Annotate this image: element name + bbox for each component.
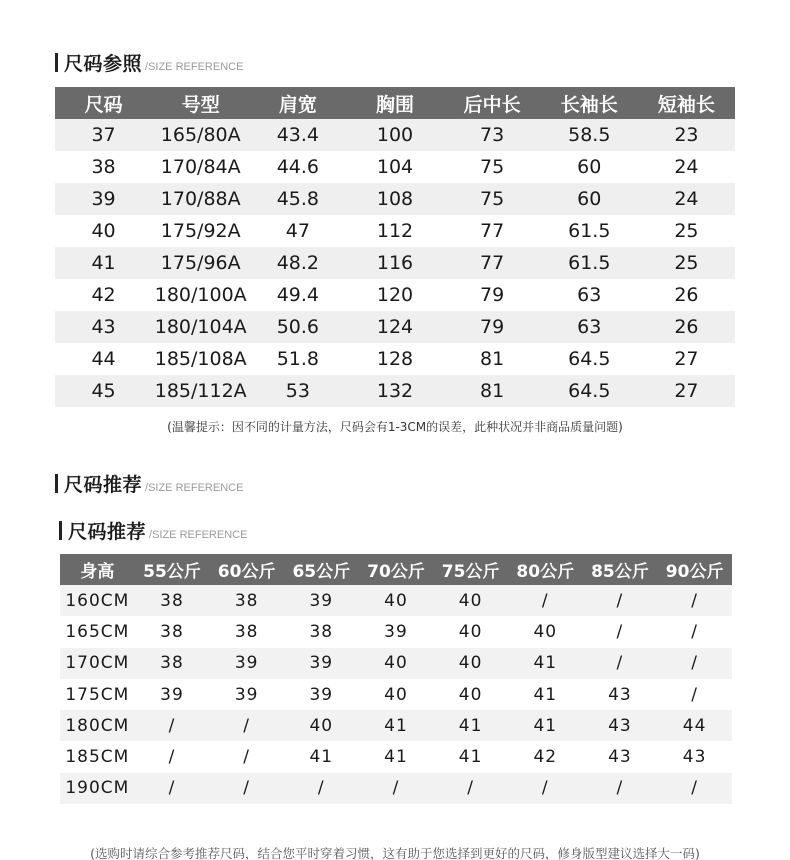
table-cell: 185/108A	[152, 343, 249, 375]
table-cell: 104	[346, 151, 443, 183]
table-cell: 25	[638, 247, 735, 279]
table-cell: 40	[433, 648, 508, 679]
column-header: 身高	[60, 554, 135, 585]
table-cell: 40	[359, 585, 434, 616]
table-cell: 38	[135, 585, 210, 616]
table-cell: 190CM	[60, 773, 135, 804]
table-cell: 39	[209, 648, 284, 679]
table-cell: 73	[444, 119, 541, 151]
table-cell: 61.5	[541, 247, 638, 279]
table-row	[55, 343, 735, 375]
table-cell: 165CM	[60, 616, 135, 647]
column-header: 90公斤	[657, 554, 732, 585]
table-cell: 24	[638, 151, 735, 183]
table-cell: /	[284, 773, 359, 804]
table-cell: 61.5	[541, 215, 638, 247]
table-cell: /	[135, 741, 210, 772]
table-header-row	[60, 554, 732, 585]
table-cell: 26	[638, 311, 735, 343]
table-cell: /	[209, 710, 284, 741]
table-cell: 39	[284, 585, 359, 616]
table-cell: 41	[508, 679, 583, 710]
table-cell: 44	[657, 710, 732, 741]
table-cell: /	[657, 679, 732, 710]
table-cell: 24	[638, 183, 735, 215]
table-cell: 64.5	[541, 343, 638, 375]
table-cell: 128	[346, 343, 443, 375]
table-cell: /	[135, 710, 210, 741]
table-header-row	[55, 87, 735, 119]
table-cell: 64.5	[541, 375, 638, 407]
column-header: 70公斤	[359, 554, 434, 585]
table-cell: 38	[135, 648, 210, 679]
table-cell: 58.5	[541, 119, 638, 151]
table-row	[55, 119, 735, 151]
table-cell: /	[508, 585, 583, 616]
column-header: 号型	[152, 87, 249, 119]
table-cell: 79	[444, 311, 541, 343]
heading-bar	[55, 53, 58, 72]
table-cell: 42	[508, 741, 583, 772]
table-cell: /	[583, 616, 658, 647]
table-cell: 40	[55, 215, 152, 247]
table-cell: 42	[55, 279, 152, 311]
table-cell: /	[209, 773, 284, 804]
table-cell: 116	[346, 247, 443, 279]
table-cell: 185/112A	[152, 375, 249, 407]
table-cell: /	[359, 773, 434, 804]
table-cell: 44	[55, 343, 152, 375]
table-cell: 81	[444, 343, 541, 375]
table-cell: 77	[444, 247, 541, 279]
table-row	[60, 616, 732, 647]
measurement-note: (温馨提示：因不同的计量方法，尺码会有1-3CM的误差，此种状况并非商品质量问题)	[167, 420, 623, 434]
size-reference-heading	[55, 49, 243, 76]
table-cell: 26	[638, 279, 735, 311]
table-row	[60, 585, 732, 616]
table-cell: 180/100A	[152, 279, 249, 311]
table-cell: 41	[433, 710, 508, 741]
table-cell: 175/92A	[152, 215, 249, 247]
table-cell: 47	[249, 215, 346, 247]
column-header: 短袖长	[638, 87, 735, 119]
table-row	[60, 773, 732, 804]
table-cell: 40	[359, 648, 434, 679]
table-cell: 63	[541, 279, 638, 311]
table-row	[60, 648, 732, 679]
table-cell: 60	[541, 183, 638, 215]
table-cell: /	[657, 648, 732, 679]
size-recommend-heading-2	[59, 517, 247, 544]
table-cell: 45.8	[249, 183, 346, 215]
heading-subtitle: /SIZE REFERENCE	[149, 529, 248, 541]
table-cell: /	[508, 773, 583, 804]
table-cell: 44.6	[249, 151, 346, 183]
table-cell: 43	[583, 710, 658, 741]
table-row	[60, 679, 732, 710]
table-cell: 49.4	[249, 279, 346, 311]
table-cell: 38	[135, 616, 210, 647]
table-cell: 39	[55, 183, 152, 215]
table-cell: 63	[541, 311, 638, 343]
column-header: 后中长	[444, 87, 541, 119]
table-cell: 41	[508, 648, 583, 679]
table-cell: /	[583, 773, 658, 804]
column-header: 尺码	[55, 87, 152, 119]
table-cell: 75	[444, 183, 541, 215]
table-cell: 41	[359, 710, 434, 741]
column-header: 75公斤	[433, 554, 508, 585]
table-cell: 41	[433, 741, 508, 772]
table-cell: 41	[508, 710, 583, 741]
column-header: 80公斤	[508, 554, 583, 585]
heading-title: 尺码参照	[64, 53, 143, 75]
table-cell: 170CM	[60, 648, 135, 679]
table-cell: 40	[508, 616, 583, 647]
heading-bar	[59, 521, 62, 540]
table-cell: 43	[583, 679, 658, 710]
table-cell: 37	[55, 119, 152, 151]
table-row	[60, 710, 732, 741]
table-cell: /	[657, 585, 732, 616]
table-row	[55, 375, 735, 407]
table-cell: 41	[359, 741, 434, 772]
heading-subtitle: /SIZE REFERENCE	[145, 482, 244, 494]
table-cell: /	[583, 585, 658, 616]
table-cell: 77	[444, 215, 541, 247]
table-cell: 38	[55, 151, 152, 183]
column-header: 长袖长	[541, 87, 638, 119]
table-cell: 160CM	[60, 585, 135, 616]
table-cell: /	[657, 616, 732, 647]
table-cell: 175/96A	[152, 247, 249, 279]
table-cell: 79	[444, 279, 541, 311]
table-cell: 132	[346, 375, 443, 407]
table-cell: 40	[433, 616, 508, 647]
table-cell: 39	[284, 648, 359, 679]
table-cell: 180/104A	[152, 311, 249, 343]
table-row	[55, 311, 735, 343]
column-header: 55公斤	[135, 554, 210, 585]
column-header: 85公斤	[583, 554, 658, 585]
table-cell: 43	[55, 311, 152, 343]
table-cell: 170/88A	[152, 183, 249, 215]
table-cell: 53	[249, 375, 346, 407]
table-cell: 43	[583, 741, 658, 772]
table-cell: 185CM	[60, 741, 135, 772]
table-cell: /	[209, 741, 284, 772]
heading-title: 尺码推荐	[64, 474, 143, 496]
table-cell: 48.2	[249, 247, 346, 279]
table-cell: 40	[359, 679, 434, 710]
table-cell: 51.8	[249, 343, 346, 375]
table-cell: 108	[346, 183, 443, 215]
table-cell: 39	[359, 616, 434, 647]
table-cell: 27	[638, 375, 735, 407]
table-row	[55, 151, 735, 183]
table-cell: 25	[638, 215, 735, 247]
table-cell: /	[135, 773, 210, 804]
table-cell: 175CM	[60, 679, 135, 710]
table-row	[55, 183, 735, 215]
table-cell: 38	[284, 616, 359, 647]
table-cell: 43	[657, 741, 732, 772]
table-row	[55, 279, 735, 311]
table-row	[55, 247, 735, 279]
column-header: 65公斤	[284, 554, 359, 585]
table-cell: 50.6	[249, 311, 346, 343]
table-cell: 40	[433, 679, 508, 710]
table-cell: 41	[284, 741, 359, 772]
size-recommend-heading	[55, 470, 243, 497]
heading-subtitle: /SIZE REFERENCE	[145, 61, 244, 73]
table-cell: /	[657, 773, 732, 804]
table-cell: 165/80A	[152, 119, 249, 151]
table-cell: 100	[346, 119, 443, 151]
table-cell: 23	[638, 119, 735, 151]
table-cell: 81	[444, 375, 541, 407]
table-cell: 170/84A	[152, 151, 249, 183]
table-cell: /	[583, 648, 658, 679]
table-cell: 38	[209, 585, 284, 616]
table-cell: 180CM	[60, 710, 135, 741]
table-cell: 124	[346, 311, 443, 343]
table-cell: 112	[346, 215, 443, 247]
table-cell: 39	[209, 679, 284, 710]
table-cell: 41	[55, 247, 152, 279]
column-header: 60公斤	[209, 554, 284, 585]
table-cell: 60	[541, 151, 638, 183]
table-cell: 39	[284, 679, 359, 710]
heading-bar	[55, 474, 58, 493]
table-cell: 27	[638, 343, 735, 375]
table-cell: 43.4	[249, 119, 346, 151]
heading-title: 尺码推荐	[68, 521, 147, 543]
table-cell: /	[433, 773, 508, 804]
table-cell: 39	[135, 679, 210, 710]
table-cell: 38	[209, 616, 284, 647]
table-cell: 120	[346, 279, 443, 311]
recommend-note: (选购时请综合参考推荐尺码，结合您平时穿着习惯，这有助于您选择到更好的尺码，修身版型建议选择大一码)	[90, 846, 700, 860]
table-cell: 75	[444, 151, 541, 183]
column-header: 肩宽	[249, 87, 346, 119]
table-cell: 45	[55, 375, 152, 407]
table-row	[60, 741, 732, 772]
table-row	[55, 215, 735, 247]
size-recommend-table	[60, 554, 732, 804]
size-reference-table	[55, 87, 735, 407]
table-cell: 40	[433, 585, 508, 616]
column-header: 胸围	[346, 87, 443, 119]
table-cell: 40	[284, 710, 359, 741]
